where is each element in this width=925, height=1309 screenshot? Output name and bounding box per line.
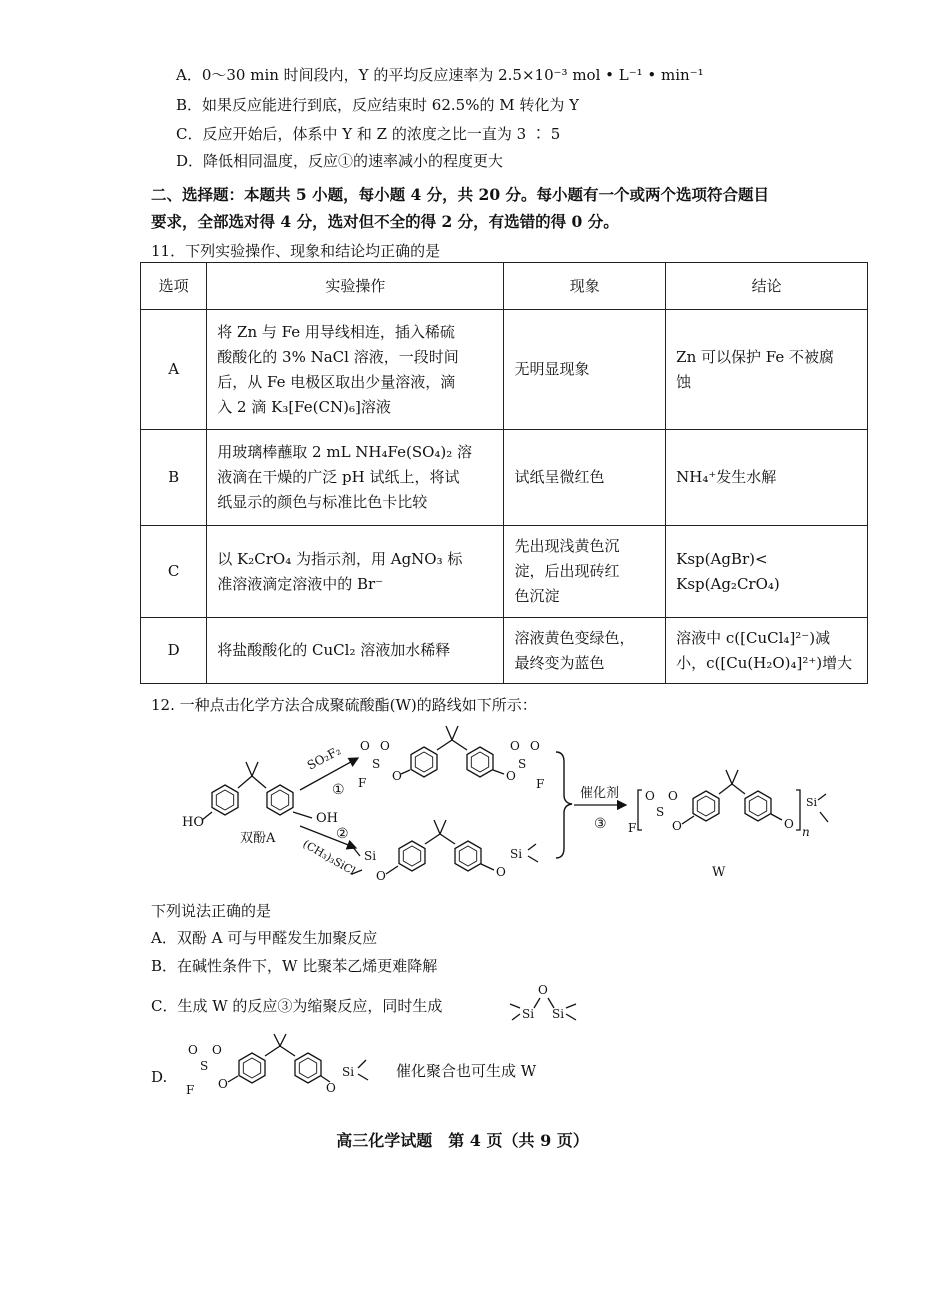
svg-text:HO: HO [182,815,204,830]
svg-text:O: O [376,869,386,883]
svg-text:S: S [518,757,527,771]
q10-option-c: C．反应开始后，体系中 Y 和 Z 的浓度之比一直为 3 ∶ 5 [176,125,561,143]
svg-text:F: F [358,776,367,790]
svg-text:W: W [712,865,726,880]
svg-text:S: S [200,1059,209,1073]
svg-text:S: S [372,757,381,771]
row-conclusion: Zn 可以保护 Fe 不被腐 蚀 [666,310,868,430]
svg-text:F: F [186,1083,195,1097]
row-phenomenon: 试纸呈微红色 [504,430,666,526]
svg-text:O: O [645,789,655,803]
svg-text:③: ③ [594,816,607,832]
q11-stem: 11．下列实验操作、现象和结论均正确的是 [151,242,441,260]
svg-text:O: O [380,739,390,753]
row-option: D [141,618,207,684]
svg-text:n: n [802,825,810,839]
svg-text:F: F [536,777,545,791]
svg-text:O: O [326,1081,336,1095]
q10-option-b: B．如果反应能进行到底，反应结束时 62.5%的 M 转化为 Y [176,96,580,114]
svg-text:O: O [510,739,520,753]
disiloxane-structure [506,978,586,1028]
svg-text:Si: Si [522,1007,535,1021]
svg-text:OH: OH [316,811,338,826]
row-operation: 将盐酸酸化的 CuCl₂ 溶液加水稀释 [207,618,504,684]
step3-arrow [574,785,626,832]
q10-option-d: D．降低相同温度，反应①的速率减小的程度更大 [176,152,504,170]
header-option: 选项 [141,263,207,310]
svg-text:②: ② [336,826,349,842]
svg-text:Si: Si [806,796,818,809]
svg-text:双酚A: 双酚A [240,831,276,846]
row-conclusion: NH₄⁺发生水解 [666,430,868,526]
row-conclusion: 溶液中 c([CuCl₄]²⁻)减 小，c([Cu(H₂O)₄]²⁺)增大 [666,618,868,684]
svg-text:O: O [530,739,540,753]
svg-text:Si: Si [552,1007,565,1021]
row-operation: 将 Zn 与 Fe 用导线相连，插入稀硫 酸酸化的 3% NaCl 溶液，一段时间 后，从 Fe 电极区取出少量溶液，滴 入 2 滴 K₃[Fe(CN)₆]溶液 [207,310,504,430]
svg-text:O: O [784,817,794,831]
section2-instructions-line2: 要求，全部选对得 4 分，选对但不全的得 2 分，有选错的得 0 分。 [151,212,619,231]
q12-option-b: B．在碱性条件下，W 比聚苯乙烯更难降解 [151,957,438,975]
svg-text:O: O [668,789,678,803]
svg-text:(CH₃)₃SiCl: (CH₃)₃SiCl [300,837,358,878]
svg-text:O: O [218,1077,228,1091]
page-footer: 高三化学试题 第 4 页（共 9 页） [336,1131,589,1150]
svg-text:O: O [392,769,402,783]
silyl-ether-intermediate [352,820,538,883]
row-option: C [141,526,207,618]
combine-brace [556,752,572,858]
q10-option-a: A．0～30 min 时间段内，Y 的平均反应速率为 2.5×10⁻³ mol • L⁻¹ • min⁻¹ [176,66,704,84]
row-operation: 用玻璃棒蘸取 2 mL NH₄Fe(SO₄)₂ 溶 液滴在干燥的广泛 pH 试纸上，将试 纸显示的颜色与标准比色卡比较 [207,430,504,526]
bisphenol-a-structure [182,762,338,846]
row-option: A [141,310,207,430]
svg-text:O: O [506,769,516,783]
section2-instructions-line1: 二、选择题：本题共 5 小题，每小题 4 分，共 20 分。每小题有一个或两个选项符合题目 [151,185,770,204]
row-phenomenon: 溶液黄色变绿色， 最终变为蓝色 [504,618,666,684]
q12-option-d-text: 催化聚合也可生成 W [396,1062,537,1080]
svg-text:O: O [672,819,682,833]
row-phenomenon: 无明显现象 [504,310,666,430]
header-phenomenon: 现象 [504,263,666,310]
q12-option-c: C．生成 W 的反应③为缩聚反应，同时生成 [151,997,443,1015]
q12-question: 下列说法正确的是 [151,902,272,920]
svg-text:S: S [656,805,665,819]
svg-text:O: O [188,1043,198,1057]
step1-arrow [300,743,358,798]
svg-text:O: O [496,865,506,879]
header-conclusion: 结论 [666,263,868,310]
monomer-structure [176,1038,396,1108]
svg-text:①: ① [332,782,345,798]
svg-text:O: O [538,983,548,997]
svg-text:催化剂: 催化剂 [580,786,620,801]
svg-text:Si: Si [342,1065,355,1079]
q12-option-a: A．双酚 A 可与甲醛发生加聚反应 [151,929,378,947]
svg-text:O: O [212,1043,222,1057]
svg-text:Si: Si [364,849,377,863]
row-conclusion: Ksp(AgBr)< Ksp(Ag₂CrO₄) [666,526,868,618]
row-option: B [141,430,207,526]
row-phenomenon: 先出现浅黄色沉 淀，后出现砖红 色沉淀 [504,526,666,618]
svg-text:O: O [360,739,370,753]
svg-text:Si: Si [510,847,523,861]
step2-arrow [300,826,358,878]
q12-option-d-label: D. [151,1068,168,1086]
fluorosulfate-intermediate [358,726,544,791]
polymer-w-structure [628,770,828,880]
q12-stem: 12. 一种点击化学方法合成聚硫酸酯(W)的路线如下所示： [151,696,537,714]
svg-text:F: F [628,821,637,835]
svg-text:SO₂F₂: SO₂F₂ [304,743,344,773]
header-operation: 实验操作 [207,263,504,310]
row-operation: 以 K₂CrO₄ 为指示剂，用 AgNO₃ 标 准溶液滴定溶液中的 Br⁻ [207,526,504,618]
